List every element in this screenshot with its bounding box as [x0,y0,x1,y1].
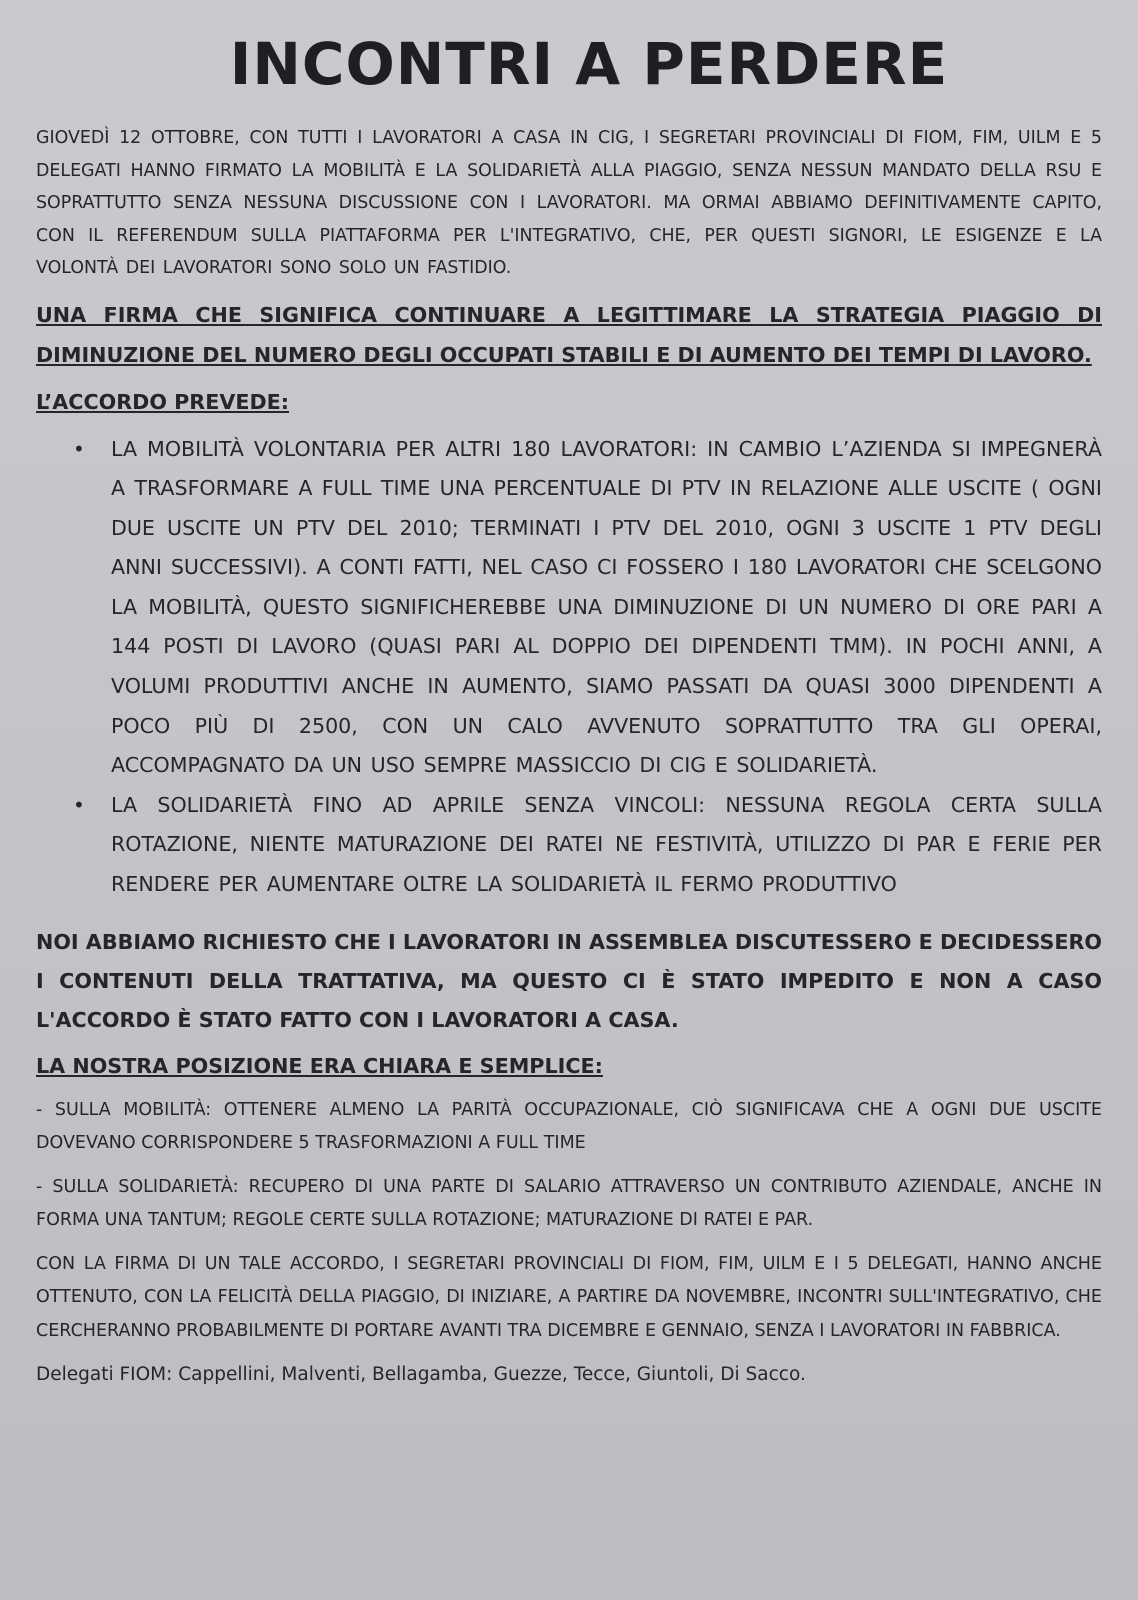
agreement-item-text: LA MOBILITÀ VOLONTARIA PER ALTRI 180 LAVORATORI: IN CAMBIO L’AZIENDA SI IMPEGNERÀ A TRASFORMARE A FULL TIME UNA PERCENTUALE DI PTV IN RELAZIONE ALLE USCITE ( OGNI DUE USCITE UN PTV DEL 2010; TERMINATI I PTV DEL 2010, OGNI 3 USCITE 1 PTV DEGLI ANNI SUCCESSIVI). A CONTI FATTI, NEL CASO CI FOSSERO I 180 LAVORATORI CHE SCELGONO LA MOBILITÀ, QUESTO SIGNIFICHEREBBE UNA DIMINUZIONE DI UN NUMERO DI ORE PARI A 144 POSTI DI LAVORO (QUASI PARI AL DOPPIO DEI DIPENDENTI TMM). IN POCHI ANNI, A VOLUMI PRODUTTIVI ANCHE IN AUMENTO, SIAMO PASSATI DA QUASI 3000 DIPENDENTI A POCO PIÙ DI 2500, CON UN CALO AVVENUTO SOPRATTUTTO TRA GLI OPERAI, ACCOMPAGNATO DA UN USO SEMPRE MASSICCIO DI CIG E SOLIDARIETÀ. [111,436,1102,778]
agreement-list [36,430,1102,905]
document-title: INCONTRI A PERDERE [229,30,949,98]
agreement-item-solidarity [73,786,1102,905]
intro-paragraph: GIOVEDÌ 12 OTTOBRE, CON TUTTI I LAVORATORI A CASA IN CIG, I SEGRETARI PROVINCIALI DI FIOM, FIM, UILM E 5 DELEGATI HANNO FIRMATO LA MOBILITÀ E LA SOLIDARIETÀ ALLA PIAGGIO, SENZA NESSUN MANDATO DELLA RSU E SOPRATTUTTO SENZA NESSUNA DISCUSSIONE CON I LAVORATORI. MA ORMAI ABBIAMO DEFINITIVAMENTE CAPITO, CON IL REFERENDUM SULLA PIATTAFORMA PER L'INTEGRATIVO, CHE, PER QUESTI SIGNORI, LE ESIGENZE E LA VOLONTÀ DEI LAVORATORI SONO SOLO UN FASTIDIO. [36,128,1102,278]
agreement-item-text: LA SOLIDARIETÀ FINO AD APRILE SENZA VINCOLI: NESSUNA REGOLA CERTA SULLA ROTAZIONE, NIENTE MATURAZIONE DEI RATEI NE FESTIVITÀ, UTILIZZO DI PAR E FERIE PER RENDERE PER AUMENTARE OLTRE LA SOLIDARIETÀ IL FERMO PRODUTTIVO [111,792,1102,897]
bullet-icon: • [73,436,85,461]
position-solidarity: - SULLA SOLIDARIETÀ: RECUPERO DI UNA PARTE DI SALARIO ATTRAVERSO UN CONTRIBUTO AZIENDALE, ANCHE IN FORMA UNA TANTUM; REGOLE CERTE SULLA ROTAZIONE; MATURAZIONE DI RATEI E PAR. [36,1176,1102,1231]
agreement-heading: L’ACCORDO PREVEDE: [36,389,290,414]
position-heading: LA NOSTRA POSIZIONE ERA CHIARA E SEMPLICE: [36,1053,603,1078]
closing-paragraph: CON LA FIRMA DI UN TALE ACCORDO, I SEGRETARI PROVINCIALI DI FIOM, FIM, UILM E I 5 DELEGATI, HANNO ANCHE OTTENUTO, CON LA FELICITÀ DELLA PIAGGIO, DI INIZIARE, A PARTIRE DA NOVEMBRE, INCONTRI SULL'INTEGRATIVO, CHE CERCHERANNO PROBABILMENTE DI PORTARE AVANTI TRA DICEMBRE E GENNAIO, SENZA I LAVORATORI IN FABBRICA. [36,1253,1102,1341]
bullet-icon: • [73,792,85,817]
statement-paragraph: UNA FIRMA CHE SIGNIFICA CONTINUARE A LEGITTIMARE LA STRATEGIA PIAGGIO DI DIMINUZIONE DEL NUMERO DEGLI OCCUPATI STABILI E DI AUMENTO DEI TEMPI DI LAVORO. [36,302,1102,367]
position-mobility: - SULLA MOBILITÀ: OTTENERE ALMENO LA PARITÀ OCCUPAZIONALE, CIÒ SIGNIFICAVA CHE A OGNI DUE USCITE DOVEVANO CORRISPONDERE 5 TRASFORMAZIONI A FULL TIME [36,1099,1102,1154]
request-paragraph: NOI ABBIAMO RICHIESTO CHE I LAVORATORI IN ASSEMBLEA DISCUTESSERO E DECIDESSERO I CONTENUTI DELLA TRATTATIVA, MA QUESTO CI È STATO IMPEDITO E NON A CASO L'ACCORDO È STATO FATTO CON I LAVORATORI A CASA. [36,929,1102,1032]
agreement-item-mobility [73,430,1102,786]
signature-line: Delegati FIOM: Cappellini, Malventi, Bellagamba, Guezze, Tecce, Giuntoli, Di Sacco. [36,1364,806,1386]
